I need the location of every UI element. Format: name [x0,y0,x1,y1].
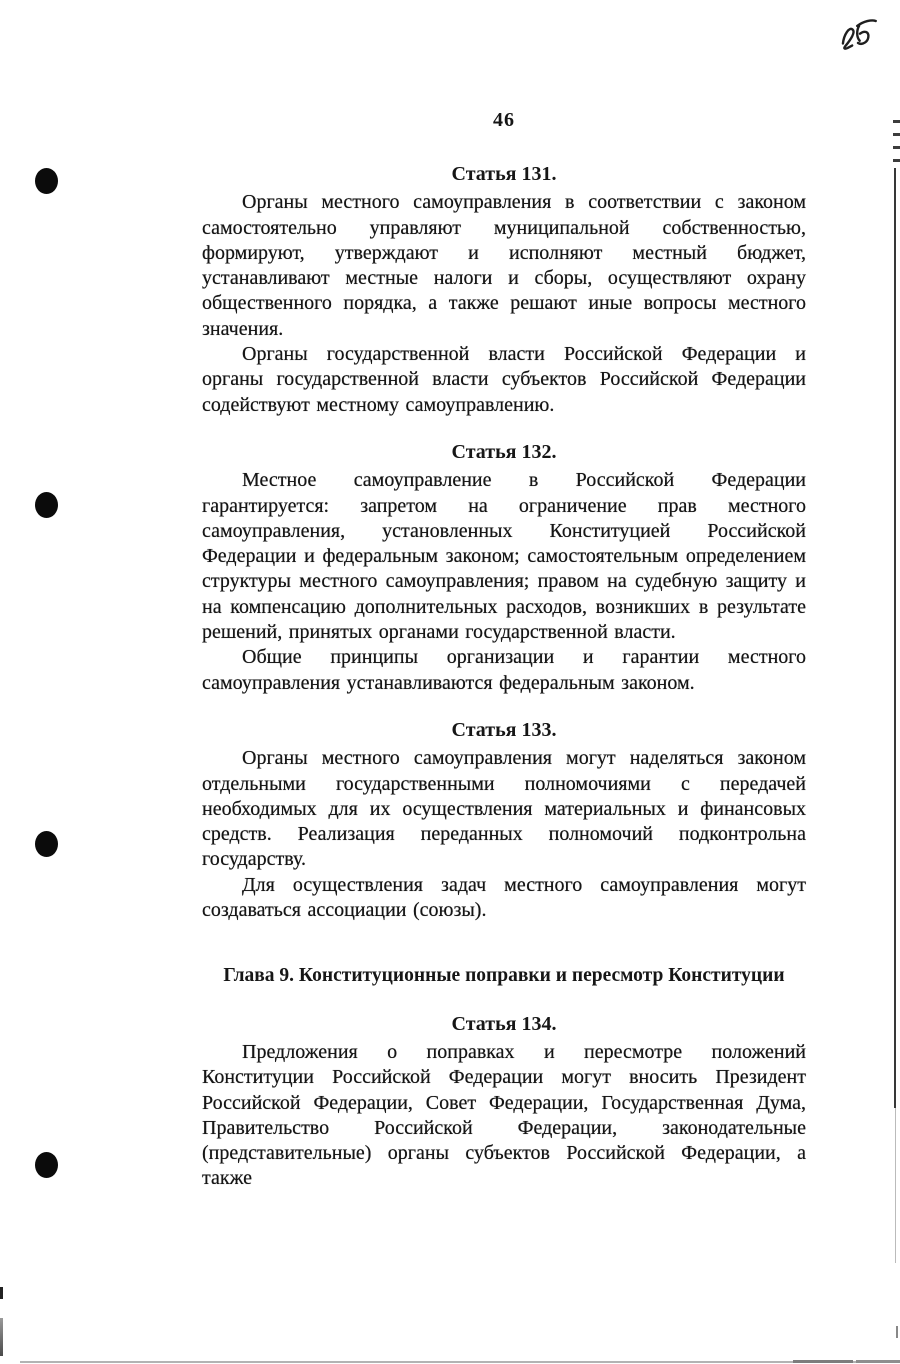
binder-hole-dot [35,1152,58,1178]
page-number: 46 [493,109,515,131]
scan-bottom-edge-mark [856,1360,900,1363]
article-133-heading: Статья 133. [451,718,557,741]
binder-hole-dot [35,831,58,857]
binder-hole-dot [35,168,58,194]
scan-bottom-edge-mark [793,1360,853,1363]
page-edge-line-faint [895,1108,897,1263]
chapter-9-heading: Глава 9. Конституционные поправки и пересмотр Конституции [223,965,785,987]
scan-edge-artifact [896,1326,898,1338]
article-131-paragraph: Органы государственной власти Российской Федерации и органы государственной власти субъектов Российской Федерации содействуют местному самоуправлению. [202,343,806,416]
scan-edge-artifact [0,1318,3,1356]
article-133-paragraph: Органы местного самоуправления могут наделяться законом отдельными государственными полномочиями с передачей необходимых для их осуществления материальных и финансовых средств. Реализация переданных полномочий подконтрольна государству. [202,747,806,871]
article-131-heading: Статья 131. [451,163,557,185]
document-body [202,108,806,1192]
scan-edge-artifact [893,146,900,149]
scan-edge-artifact [0,1287,3,1299]
handwritten-page-number [832,12,882,57]
scan-edge-artifact [893,159,900,162]
scan-edge-artifact [893,120,900,123]
binder-hole-dot [35,492,58,518]
article-132-paragraph: Местное самоуправление в Российской Федерации гарантируется: запретом на ограничение прав местного самоуправления, установленных Конституцией Российской Федерации и федеральным законом; самостоятельным определением структуры местного самоуправления; правом на судебную защиту и на компенсацию дополнительных расходов, возникших в результате решений, принятых органами государственной власти. [202,469,806,644]
scan-bottom-edge-line [20,1361,898,1363]
article-134-paragraph: Предложения о поправках и пересмотре положений Конституции Российской Федерации могут вносить Президент Российской Федерации, Совет Федерации, Государственная Дума, Правительство Российской Федерации, законодательные (представительные) органы субъектов Российской Федерации, а также [202,1040,806,1190]
article-132-heading: Статья 132. [451,440,557,463]
article-131-paragraph: Органы местного самоуправления в соответствии с законом самостоятельно управляют муниципальной собственностью, формируют, утверждают и исполняют местный бюджет, устанавливают местные налоги и сборы, осуществляют охрану общественного порядка, а также решают иные вопросы местного значения. [202,191,806,340]
page-edge-line [894,168,897,1108]
article-134-heading: Статья 134. [451,1012,557,1035]
article-133-paragraph: Для осуществления задач местного самоуправления могут создаваться ассоциации (союзы). [202,873,806,922]
scan-edge-artifact [893,133,900,136]
article-132-paragraph: Общие принципы организации и гарантии местного самоуправления устанавливаются федеральным законом. [202,646,806,694]
